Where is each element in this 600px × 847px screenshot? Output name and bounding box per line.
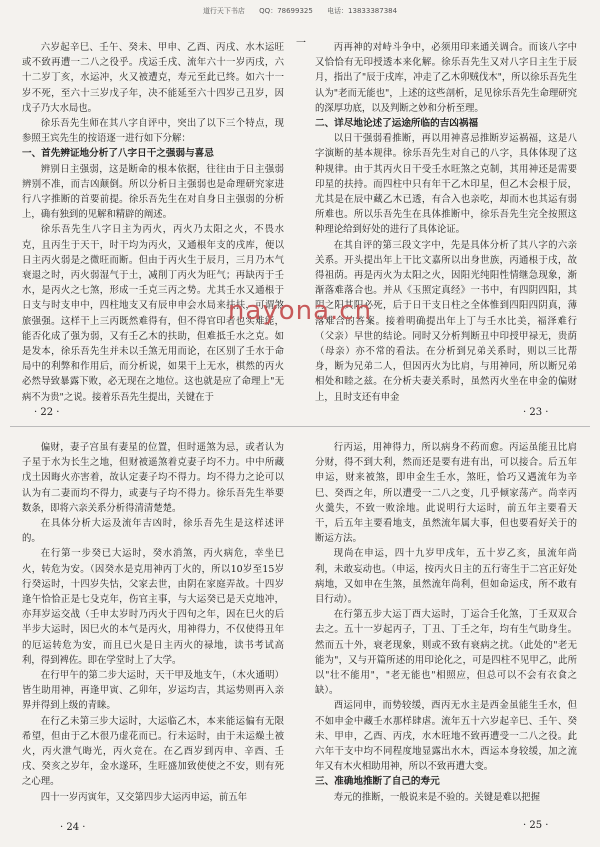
paragraph: 偏财，妻子宫虽有妻星的位置，但时遥煞为忌，或者认为子星于水为长生之地，但财被遥煞着克妻子均不力。中中所藏戊土因晦火亦害着，故认定妻子均不得力。均不得力之论可以认为有二妻而均不得力，或妻与子均不得力。徐乐吾先生举要数条，即将六亲关系分析得清清楚楚。 [22,442,284,514]
shop-name: 道行天下书店 [202,7,245,15]
paragraph: 四十一岁丙寅年，又交第四步大运丙申运，前五年 [40,791,248,803]
section-heading: 二、详尽地论述了运途所临的吉凶祸福 [315,118,479,130]
page-23-column [315,40,577,405]
site-watermark: nayona.cn [227,296,373,326]
spread-divider [10,426,590,427]
paragraph: 现尚在申运，四十九岁甲戌年，五十岁乙亥，虽流年尚利，未敢妄动也。（申运，按丙火日主的五行寄生于二宫正好处病地，又如申在生煞，虽然流年尚利，但如命运戌，所不敢有目行动）。 [315,548,577,606]
section-heading: 一、首先辨证地分析了八字日干之强弱与喜忌 [22,148,214,160]
margin-mark: 一 [296,38,306,49]
paragraph: 在行第一步癸已大运时，癸水消煞，丙火病危，幸坐巳火，转危为安。（因癸水是克用神丙丁火的，所以10岁至15岁行癸运时，十四岁失怙，父家去世，由阴在家庭弄故。十四岁逢午恰恰正是七殳克年，伤官主事，与大运癸已是天克地冲，亦拜岁运交战（壬申太岁时乃丙火于四旬之年，因在巳火的后半步大运时，因巳火的本气是丙火，用神得力，不仅使得丑年的厄运转危为安，而且已火是日主丙火的禄地，读书考试高利，得到裨佐。即在学堂时上了大学。 [22,548,284,666]
paragraph: 徐乐吾先生八字日主为丙火，丙火乃太阳之火，不畏水克，且丙生于天干，时干均为丙火，又通根年支的戌库，便以日主丙火弱是之微旺而断。但由于丙火生于辰月，三月乃木气衰退之时，丙火弱湿气于土，减削丁丙火为旺气；再缺丙于壬水，是丙火之七煞，形成一壬克三丙之势。尤其壬水又通根于日支与时支申中，四柱地支又有辰申申会水局来扶扶，可谓煞旅强强。这样干上三丙既然难得有，但不得官印者也实难能，能否化成了强为弱，又有壬乙木的扶助，但难抵壬水之克。如是发本，徐乐吾先生并未以壬煞无用而论，在区别了壬水于命局中的利弊和作用后，而分析说，如果干上无水，棋然的丙火必然导致暴露下败，必无现在之地位。这也就是应了命理上"无病不为贵"之说。接着乐吾先生提出，关键在于 [22,224,284,403]
page-25-column [315,440,577,805]
page-24-column [22,440,284,805]
paragraph: 在具体分析大运及流年吉凶时，徐乐吾先生是这样述评的。 [22,518,284,545]
paragraph: 辨别日主强弱，这是断命的根本依据，往往由于日主强弱辨别不准，而吉凶颠倒。所以分析日主强弱也是命理研究家进行八字推断的首要前提。徐乐吾先生在对自身日主强弱的分析上，确有独到的见解和精辟的阐述。 [22,163,284,221]
page-header [0,6,600,16]
page-number-23: · 23 · [523,407,549,418]
paragraph: 徐乐吾先生师在其八字自评中，突出了以下三个特点，现参照王宾先生的按语逐一进行如下分解： [22,118,284,145]
paragraph: 六岁起辛巳、壬午、癸未、甲申、乙酉、丙戌、水木运旺或不致再遭一二八之役乎。戌运壬戌、流年六十一岁丙戌，六十二岁丁亥，水运冲，火又被遭克，寿元至此已终。如六十一岁不死，至六十三岁戊子年，决不能延至六十四岁己丑岁，因戊子乃大水局也。 [22,42,284,114]
paragraph: 行丙运，用神得力，所以病身不药而愈。丙运虽能丑比肩分财，得不到大利，然而还是要有进有出，可以接合。后五年申运，财来被煞，即申金生壬水，煞旺，恰巧又遇流年为辛巳、癸酉之年，所以遭受一二八之变，几乎倾家荡产。尚幸丙火羹失，不致一败涂地。此说明行大运时，前五年主要看天干，后五年主要看地支，虽然流年属大事，但也要看好关于的断运方法。 [315,442,577,545]
paragraph: 丙再神的对峙斗争中，必须用印来通关调合。而该八字中又恰恰有无印授透本来化解。徐乐吾先生又对八字日主生于辰月，指出了"辰于戌库，冲走了乙木卯贼伐木"，所以徐乐吾先生认为"老而无能也"，上述的这些剖析，足见徐乐吾先生命理研究的深厚功底，以及判断之妙和分析至理。 [315,42,577,114]
paragraph: 在行乙未第三步大运时，大运临乙木，本来能运偏有无限希望，但由于乙木很乃虚花而已。行未运时，由于未运燥土被火，丙火泄气晦光，丙火竞在。在乙酉岁到丙申、辛酉、壬戌、癸亥之岁年，金水遂环，生旺盛加致使使之不安，则有死之心理。 [22,715,284,788]
paragraph: 在行甲午的第二步大运时，天干甲及地支午，（木火通明）皆生助用神，再逢甲寅、乙卯年，岁运均吉，其运势则再入亲界并得到上级的青睐。 [22,670,284,712]
shop-phone: 电话：13833387384 [327,7,398,15]
paragraph: 在其自评的第三段文字中，先是具体分析了其八字的六亲关系。开头提出年上干比文嘉所以出身世族，丙通根于戌，故得祖荫。再是丙火为太阳之火，因阳光纯阳性情继急现象，渐渐落难落合也。并从《玉照定真经》一书中，有四阴四阳，其阴之阳其阳必死，后于日干支日柱之全体惟到四阳四阴真，薄落难合的答案。接着明确提出年上丁与壬水比美，福泽难行（父亲）早世的结论。同时又分析判断丑中印授甲禄无，贵荫（母亲）亦不常的看法。在分析到兄弟关系时，则以三比帮身，断为兄弟二人，但因丙火为比肩，与用神同，所以断兄弟相处和睦之兹。在分析夫妻关系时，虽然丙火坐在申金的偏财上，且时支还有申金 [315,239,577,403]
section-heading: 三、准确地推断了自己的寿元 [315,776,440,788]
paragraph: 寿元的推断，一般说来是不验的。关键是难以把握 [333,791,541,803]
paragraph: 以日干强弱看推断，再以用神喜忌推断岁运祸福，这是八字演断的基本规律。徐乐吾先生对自己的八字，具体体现了这种规律。由于其丙火日干受壬水旺煞之克制，其用神还是需要印星的扶持。而四柱中只有年干乙木印星，但乙木会根于辰，尤其是在辰中藏乙木已透，有合入也亲吃，却而木也其运有弱所难也。所以乐吾先生在具体推断中，徐乐吾先生完全按照这种理论给到好处的进行了具体论证。 [315,133,577,236]
paragraph: 酉运同申，而势较缓，酉丙无水主是西金虽能生壬水，但不如申金中藏壬水那样肆虐。流年五十六岁起辛巳、壬午、癸未、甲申，乙酉、丙戌，水木旺地不致再遭受一二八之役。此六年干支中均不同程度地显露出水木，酉运本身较缓，加之流年又有木火相助用神，所以不致再遭大变。 [315,700,577,773]
page-number-25: · 25 · [523,820,549,831]
paragraph: 在行第五步大运丁酉大运时，丁运合壬化煞，丁壬双双合去之。五十一岁起丙子，丁丑、丁壬之年，均有生气助身生。然而五十外，衰老现象，则或不致有衰病之扰。（此处的"老无能为"，又与开篇所述的用印论化之，可是四柱不见甲乙，此所以"壮不能用"，"老无能也"相照应，但总可以不会有衣食之缺）。 [315,609,577,697]
shop-qq: QQ：78699325 [259,7,313,15]
page-number-24: · 24 · [60,822,86,833]
page-number-22: · 22 · [34,407,60,418]
page-22-column [22,40,284,405]
